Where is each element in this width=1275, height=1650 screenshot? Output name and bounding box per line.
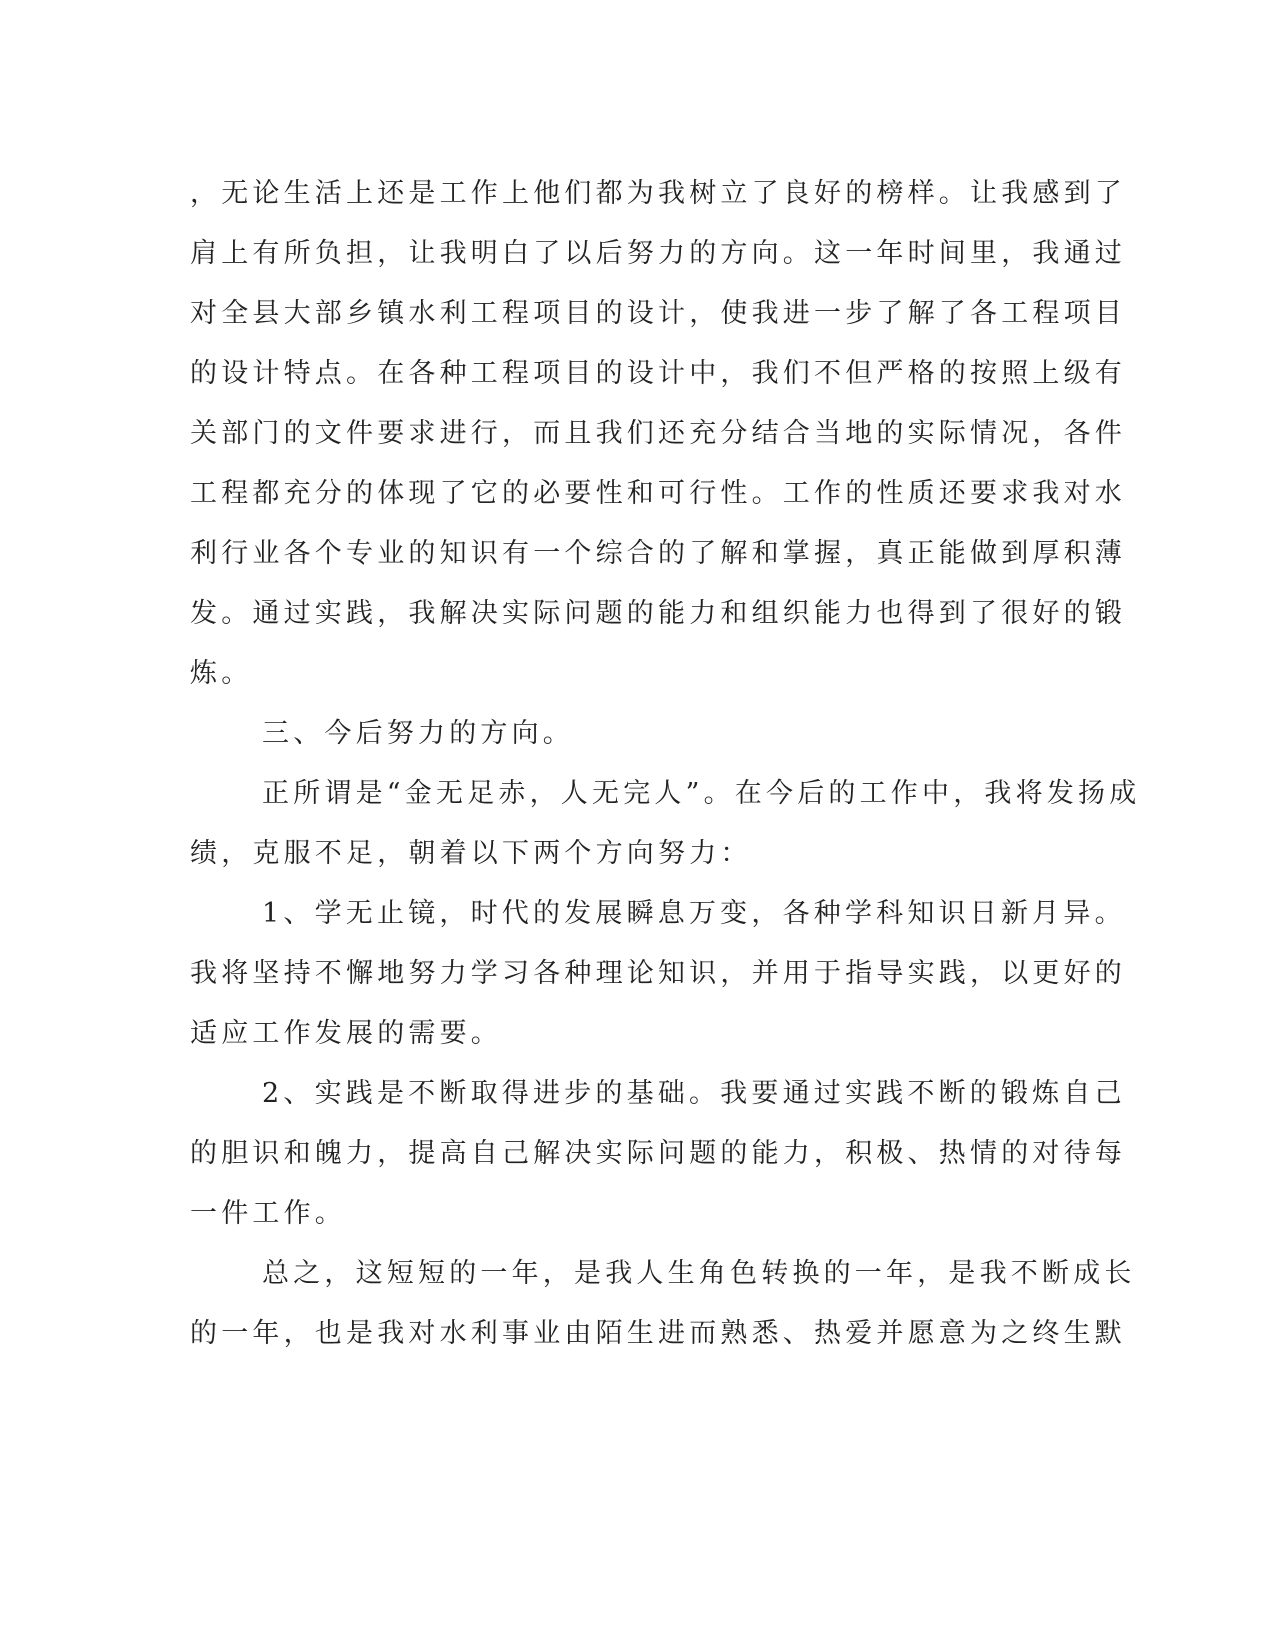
- list-item-line: 一件工作。: [190, 1198, 346, 1229]
- paragraph-line: 绩，克服不足，朝着以下两个方向努力：: [190, 838, 752, 869]
- list-item-line: 1、学无止镜，时代的发展瞬息万变，各种学科知识日新月异。: [262, 898, 1126, 929]
- paragraph-line: 对全县大部乡镇水利工程项目的设计，使我进一步了解了各工程项目: [190, 298, 1126, 329]
- list-item-line: 的胆识和魄力，提高自己解决实际问题的能力，积极、热情的对待每: [190, 1138, 1126, 1169]
- paragraph-line: 肩上有所负担，让我明白了以后努力的方向。这一年时间里，我通过: [190, 238, 1126, 269]
- section-heading: 三、今后努力的方向。: [262, 718, 574, 749]
- paragraph-line: 总之，这短短的一年，是我人生角色转换的一年，是我不断成长: [262, 1258, 1136, 1289]
- document-body: [190, 164, 1141, 1364]
- paragraph-line: 的设计特点。在各种工程项目的设计中，我们不但严格的按照上级有: [190, 358, 1126, 389]
- paragraph-line: 关部门的文件要求进行，而且我们还充分结合当地的实际情况，各件: [190, 418, 1126, 449]
- paragraph-line: 利行业各个专业的知识有一个综合的了解和掌握，真正能做到厚积薄: [190, 538, 1126, 569]
- paragraph-line: ，无论生活上还是工作上他们都为我树立了良好的榜样。让我感到了: [190, 178, 1126, 209]
- list-item-line: 2、实践是不断取得进步的基础。我要通过实践不断的锻炼自己: [262, 1078, 1126, 1109]
- paragraph-line: 发。通过实践，我解决实际问题的能力和组织能力也得到了很好的锻: [190, 598, 1126, 629]
- paragraph-line: 的一年，也是我对水利事业由陌生进而熟悉、热爱并愿意为之终生默: [190, 1318, 1126, 1349]
- list-item-line: 我将坚持不懈地努力学习各种理论知识，并用于指导实践，以更好的: [190, 958, 1126, 989]
- paragraph-line: 工程都充分的体现了它的必要性和可行性。工作的性质还要求我对水: [190, 478, 1126, 509]
- paragraph-line: 正所谓是“金无足赤，人无完人”。在今后的工作中，我将发扬成: [262, 778, 1141, 809]
- list-item-line: 适应工作发展的需要。: [190, 1018, 502, 1049]
- paragraph-line: 炼。: [190, 658, 253, 689]
